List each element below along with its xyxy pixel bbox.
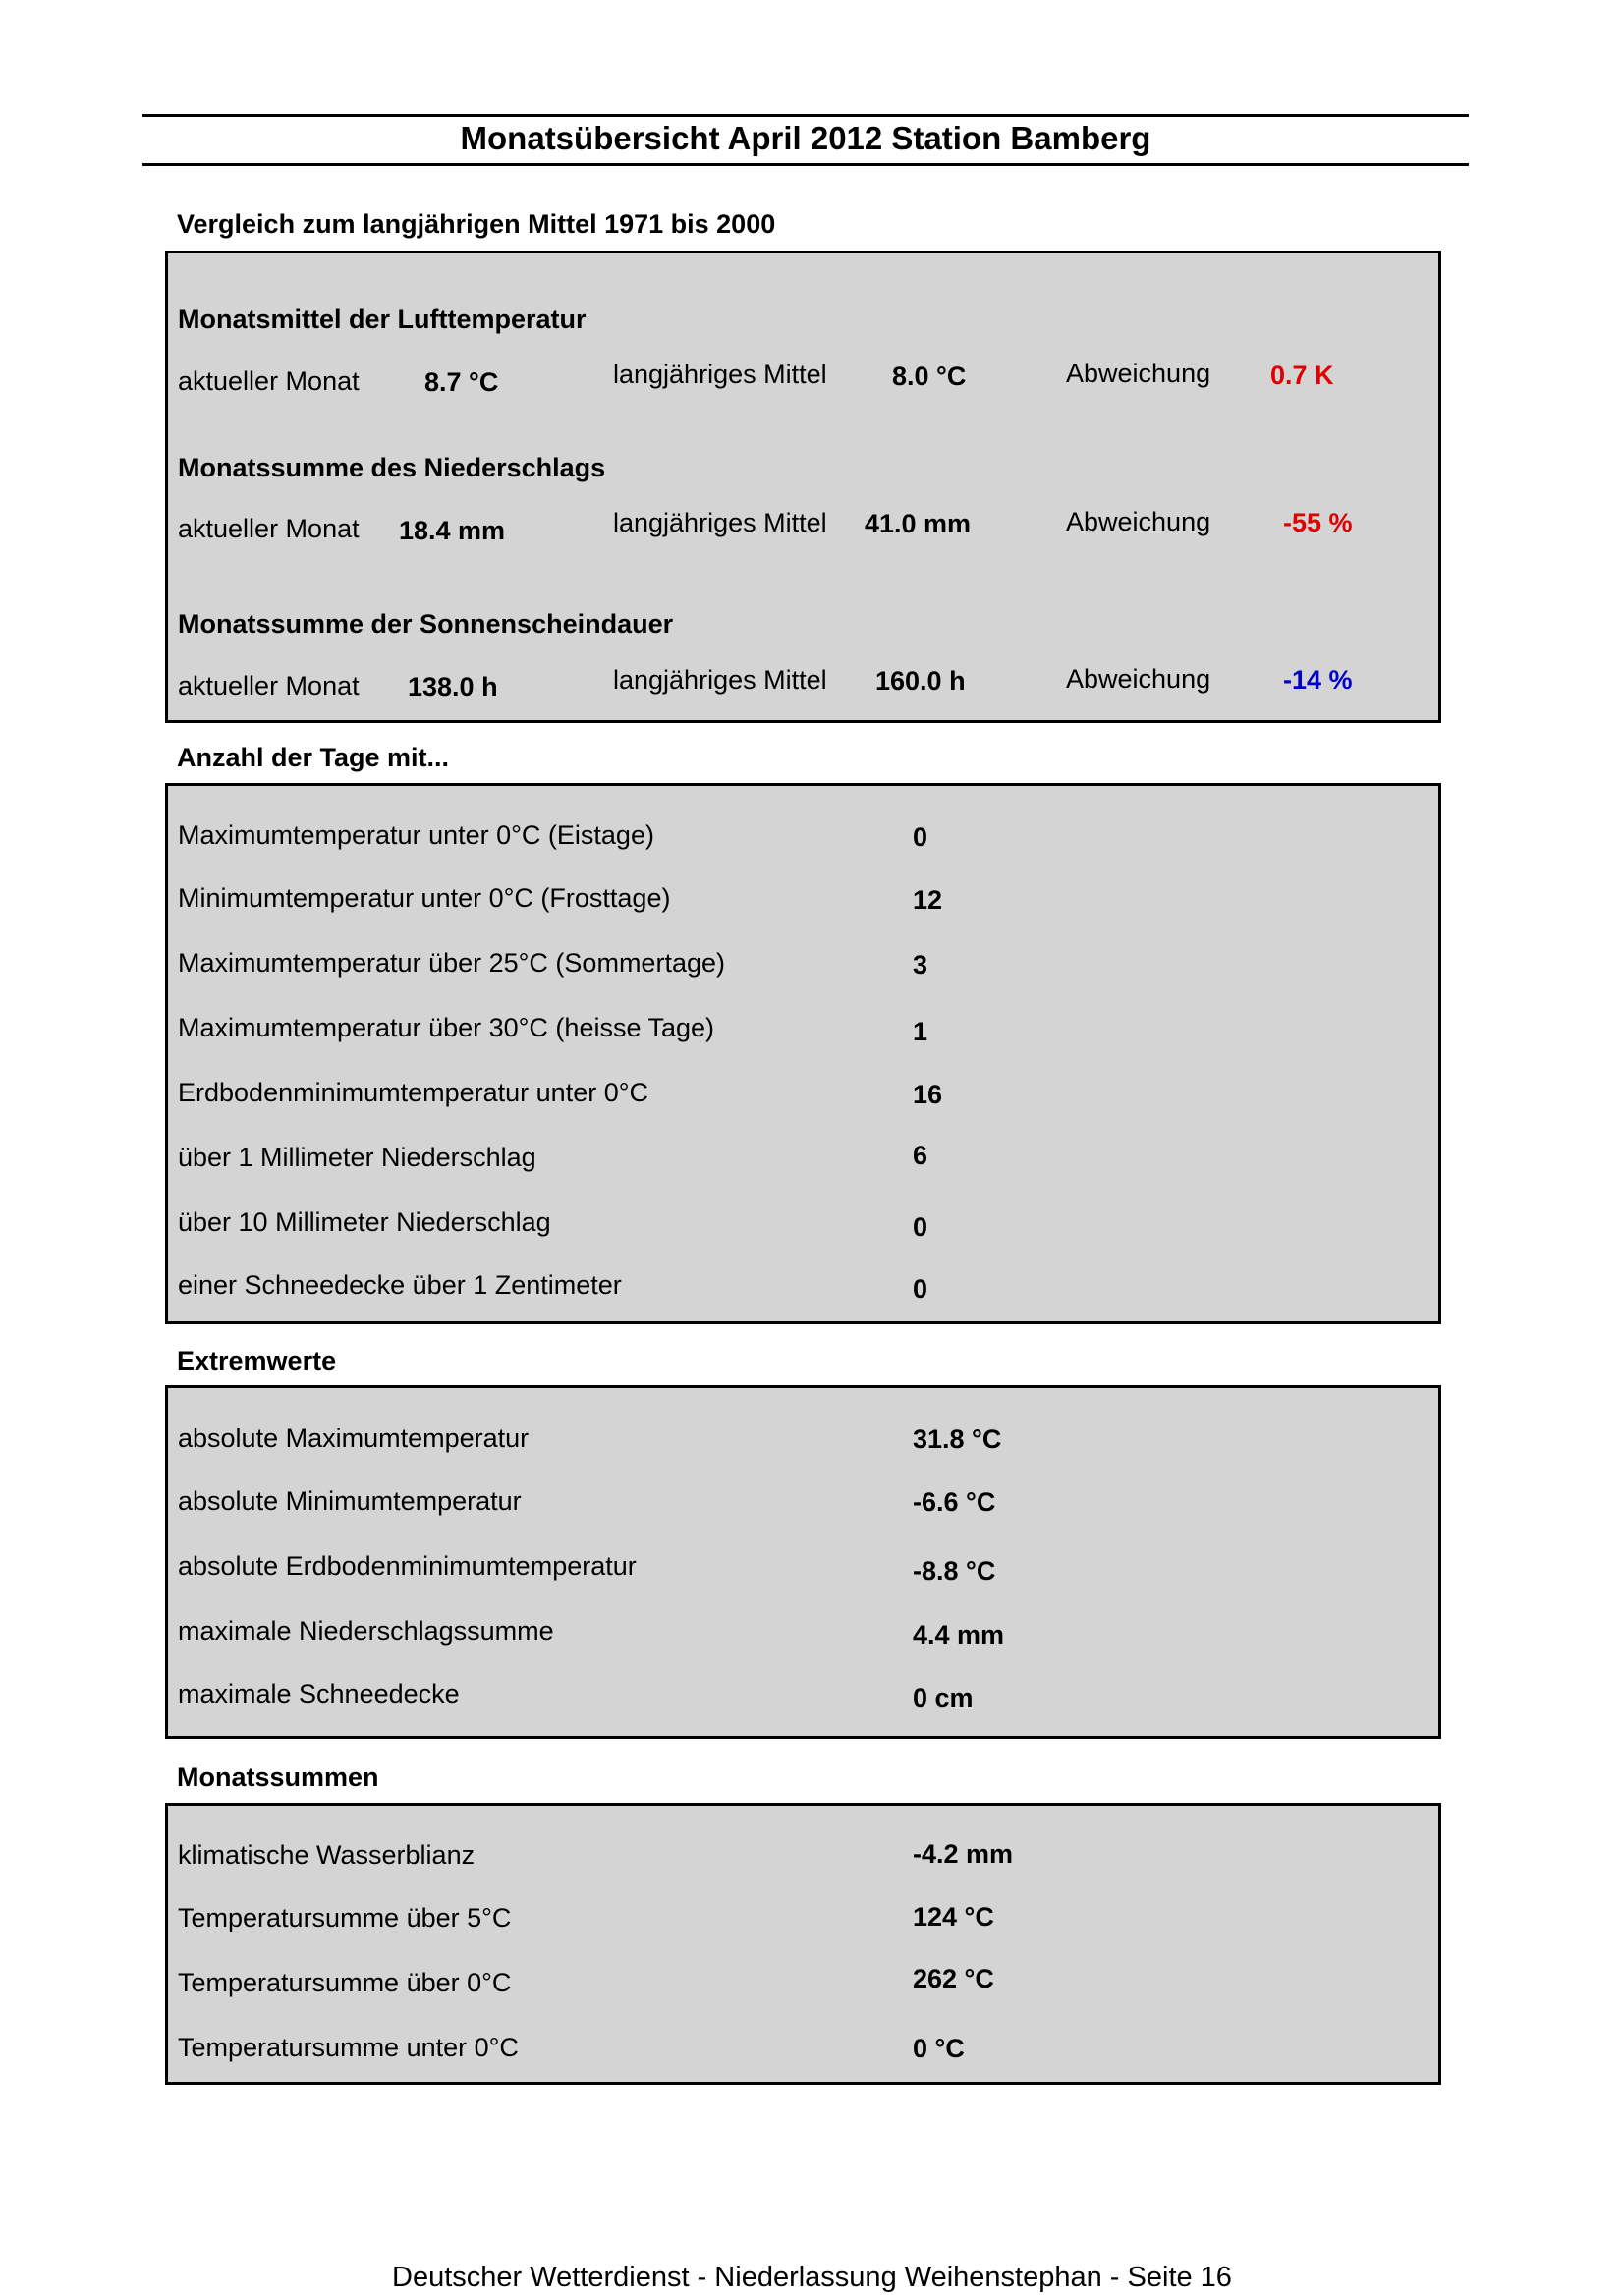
days-row-value: 1 xyxy=(913,1017,928,1046)
temperature-deviation-value: 0.7 K xyxy=(1270,361,1334,390)
precipitation-deviation-label: Abweichung xyxy=(1066,507,1211,536)
title-bottom-rule xyxy=(142,163,1469,166)
sunshine-current-label: aktueller Monat xyxy=(178,671,360,700)
precipitation-current-value: 18.4 mm xyxy=(399,516,506,545)
sum-row-label: klimatische Wasserblianz xyxy=(178,1840,476,1870)
extreme-row-label: maximale Niederschlagssumme xyxy=(178,1616,554,1646)
precipitation-deviation-value: -55 % xyxy=(1283,508,1353,537)
sum-row-value: 0 °C xyxy=(913,2034,965,2063)
extreme-row-value: 31.8 °C xyxy=(913,1425,1002,1454)
comparison-heading: Vergleich zum langjährigen Mittel 1971 bis 2000 xyxy=(177,209,776,239)
extremes-heading: Extremwerte xyxy=(177,1346,337,1375)
days-row-label: Erdbodenminimumtemperatur unter 0°C xyxy=(178,1078,649,1107)
days-row-label: Maximumtemperatur unter 0°C (Eistage) xyxy=(178,820,654,850)
days-box xyxy=(165,783,1441,1324)
temperature-deviation-label: Abweichung xyxy=(1066,359,1211,388)
days-row-label: Minimumtemperatur unter 0°C (Frosttage) xyxy=(178,883,671,913)
extreme-row-value: 0 cm xyxy=(913,1683,974,1712)
days-row-label: Maximumtemperatur über 25°C (Sommertage) xyxy=(178,948,725,978)
precipitation-current-label: aktueller Monat xyxy=(178,514,360,543)
sunshine-mean-label: langjähriges Mittel xyxy=(613,665,827,695)
days-row-value: 0 xyxy=(913,1274,928,1304)
sum-row-value: -4.2 mm xyxy=(913,1839,1014,1869)
sunshine-mean-value: 160.0 h xyxy=(875,666,966,696)
sunshine-deviation-label: Abweichung xyxy=(1066,664,1211,694)
extreme-row-value: -8.8 °C xyxy=(913,1556,996,1586)
days-row-value: 3 xyxy=(913,950,928,980)
sunshine-current-value: 138.0 h xyxy=(408,672,498,701)
days-row-value: 12 xyxy=(913,885,943,915)
page-title: Monatsübersicht April 2012 Station Bamberg xyxy=(460,120,1151,156)
days-heading: Anzahl der Tage mit... xyxy=(177,743,450,772)
precipitation-subtitle: Monatssumme des Niederschlags xyxy=(178,453,606,482)
temperature-mean-value: 8.0 °C xyxy=(892,362,967,391)
sums-heading: Monatssummen xyxy=(177,1763,379,1792)
days-row-label: einer Schneedecke über 1 Zentimeter xyxy=(178,1270,622,1300)
sum-row-label: Temperatursumme unter 0°C xyxy=(178,2033,519,2062)
temperature-mean-label: langjähriges Mittel xyxy=(613,360,827,389)
temperature-subtitle: Monatsmittel der Lufttemperatur xyxy=(178,305,587,334)
sum-row-value: 262 °C xyxy=(913,1964,994,1993)
precipitation-mean-label: langjähriges Mittel xyxy=(613,508,827,537)
days-row-value: 0 xyxy=(913,822,928,852)
extreme-row-value: -6.6 °C xyxy=(913,1487,996,1517)
days-row-label: über 1 Millimeter Niederschlag xyxy=(178,1143,536,1172)
top-rule xyxy=(142,114,1469,117)
days-row-value: 16 xyxy=(913,1080,943,1109)
temperature-current-value: 8.7 °C xyxy=(424,367,499,397)
sunshine-subtitle: Monatssumme der Sonnenscheindauer xyxy=(178,609,674,639)
sunshine-deviation-value: -14 % xyxy=(1283,665,1353,695)
sum-row-value: 124 °C xyxy=(913,1902,994,1932)
extreme-row-value: 4.4 mm xyxy=(913,1620,1005,1650)
extreme-row-label: absolute Minimumtemperatur xyxy=(178,1486,522,1516)
days-row-label: Maximumtemperatur über 30°C (heisse Tage) xyxy=(178,1013,715,1042)
days-row-value: 6 xyxy=(913,1141,928,1170)
precipitation-mean-value: 41.0 mm xyxy=(865,509,972,538)
temperature-current-label: aktueller Monat xyxy=(178,366,360,396)
page-footer: Deutscher Wetterdienst - Niederlassung Weihenstephan - Seite 16 xyxy=(392,2262,1232,2293)
extreme-row-label: maximale Schneedecke xyxy=(178,1679,460,1708)
days-row-label: über 10 Millimeter Niederschlag xyxy=(178,1207,551,1237)
extreme-row-label: absolute Erdbodenminimumtemperatur xyxy=(178,1551,637,1581)
sum-row-label: Temperatursumme über 5°C xyxy=(178,1903,512,1932)
days-row-value: 0 xyxy=(913,1212,928,1242)
sum-row-label: Temperatursumme über 0°C xyxy=(178,1968,512,1997)
extreme-row-label: absolute Maximumtemperatur xyxy=(178,1424,530,1453)
